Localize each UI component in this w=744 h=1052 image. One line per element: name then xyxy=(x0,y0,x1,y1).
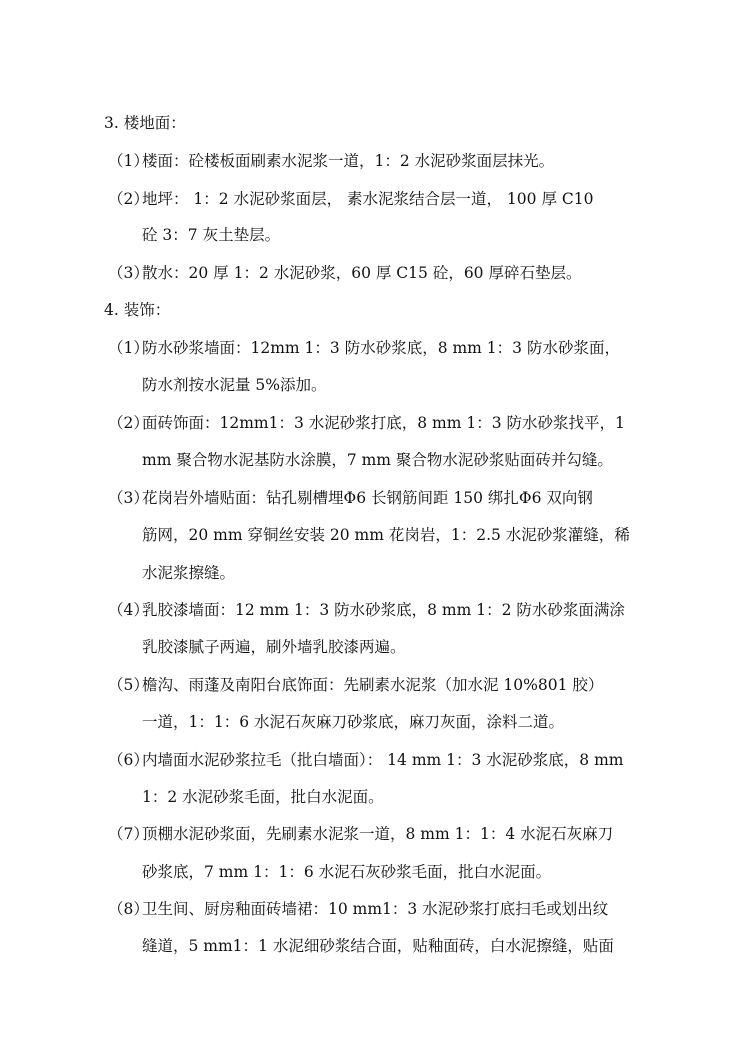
list-item xyxy=(108,824,613,844)
list-item xyxy=(108,189,593,209)
item-text: 地坪： 1：2 水泥砂浆面层， 素水泥浆结合层一道， 100 厚 C10 xyxy=(142,190,594,208)
item-text: 内墙面水泥砂浆拉毛（批白墙面）： 14 mm 1：3 水泥砂浆底，8 mm xyxy=(142,751,624,769)
item-number: （1） xyxy=(108,152,149,170)
item-number: （2） xyxy=(108,190,149,208)
item-number: （5） xyxy=(108,676,149,694)
list-item xyxy=(108,600,625,620)
list-item xyxy=(108,338,620,358)
item-text: 卫生间、厨房釉面砖墙裙：10 mm1：3 水泥砂浆打底扫毛或划出纹 xyxy=(142,900,609,918)
item-text-continued: 砼 3：7 灰土垫层。 xyxy=(142,226,281,244)
item-text: 顶棚水泥砂浆面，先刷素水泥浆一道，8 mm 1：1：4 水泥石灰麻刀 xyxy=(142,825,614,843)
item-text: 面砖饰面：12mm1：3 水泥砂浆打底，8 mm 1：3 防水砂浆找平，1 xyxy=(142,414,625,432)
item-number: （6） xyxy=(108,751,149,769)
item-number: （3） xyxy=(108,489,149,507)
item-text: 楼面：砼楼板面刷素水泥浆一道，1：2 水泥砂浆面层抹光。 xyxy=(142,152,555,170)
list-item xyxy=(108,263,581,283)
item-number: （4） xyxy=(108,601,149,619)
list-item xyxy=(108,899,608,919)
item-text-continued: 防水剂按水泥量 5%添加。 xyxy=(142,376,327,394)
list-item xyxy=(108,413,625,433)
list-item xyxy=(108,750,624,770)
item-text: 防水砂浆墙面：12mm 1：3 防水砂浆底，8 mm 1：3 防水砂浆面， xyxy=(142,339,620,357)
item-text: 檐沟、雨蓬及南阳台底饰面：先刷素水泥浆（加水泥 10%801 胶） xyxy=(142,676,604,694)
item-text-continued: 缝道，5 mm1：1 水泥细砂浆结合面，贴釉面砖，白水泥擦缝，贴面 xyxy=(142,937,614,955)
item-text: 乳胶漆墙面：12 mm 1：3 防水砂浆底，8 mm 1：2 防水砂浆面满涂 xyxy=(142,601,625,619)
item-number: （8） xyxy=(108,900,149,918)
item-text-continued: 水泥浆擦缝。 xyxy=(142,564,236,582)
item-text-continued: 砂浆底，7 mm 1：1：6 水泥石灰砂浆毛面，批白水泥面。 xyxy=(142,863,552,881)
list-item xyxy=(108,675,603,695)
item-number: （2） xyxy=(108,414,149,432)
list-item xyxy=(108,488,593,508)
item-text: 花岗岩外墙贴面：钻孔剔槽埋Φ6 长钢筋间距 150 绑扎Φ6 双向钢 xyxy=(142,489,593,507)
item-text-continued: 1：2 水泥砂浆毛面，批白水泥面。 xyxy=(142,788,384,806)
item-number: （7） xyxy=(108,825,149,843)
item-number: （3） xyxy=(108,264,149,282)
item-text-continued: 一道，1：1：6 水泥石灰麻刀砂浆底，麻刀灰面，涂料二道。 xyxy=(142,713,565,731)
section-heading: 3. 楼地面： xyxy=(104,114,186,132)
item-text: 散水：20 厚 1：2 水泥砂浆，60 厚 C15 砼，60 厚碎石垫层。 xyxy=(142,264,582,282)
item-text-continued: mm 聚合物水泥基防水涂膜，7 mm 聚合物水泥砂浆贴面砖并勾缝。 xyxy=(142,451,613,469)
item-text-continued: 筋网，20 mm 穿铜丝安装 20 mm 花岗岩，1：2.5 水泥砂浆灌缝，稀 xyxy=(142,526,630,544)
section-heading: 4. 装饰： xyxy=(104,301,171,319)
list-item xyxy=(108,151,554,171)
item-text-continued: 乳胶漆腻子两遍，刷外墙乳胶漆两遍。 xyxy=(142,638,406,656)
item-number: （1） xyxy=(108,339,149,357)
